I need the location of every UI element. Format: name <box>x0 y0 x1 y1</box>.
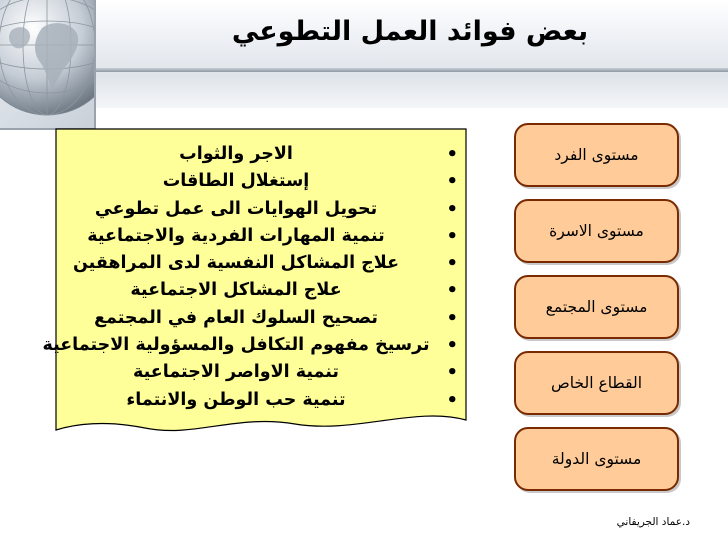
list-item: • إستغلال الطاقات <box>28 168 458 195</box>
header-divider <box>96 68 728 72</box>
list-item: • ترسيخ مفهوم التكافل والمسؤولية الاجتماعية <box>28 332 458 359</box>
author-credit: د.عماد الجريفاني <box>616 516 690 528</box>
level-box-private-sector: القطاع الخاص <box>514 351 679 415</box>
slide-title: بعض فوائد العمل التطوعي <box>231 16 589 47</box>
globe-icon <box>0 0 96 130</box>
level-box-individual: مستوى الفرد <box>514 123 679 187</box>
list-item: • علاج المشاكل النفسية لدى المراهقين <box>28 250 458 277</box>
level-box-state: مستوى الدولة <box>514 427 679 491</box>
list-item: • تحويل الهوايات الى عمل تطوعي <box>28 196 458 223</box>
list-item: • تصحيح السلوك العام في المجتمع <box>28 305 458 332</box>
benefits-list <box>28 141 458 414</box>
list-item: • الاجر والثواب <box>28 141 458 168</box>
level-box-family: مستوى الاسرة <box>514 199 679 263</box>
level-box-community: مستوى المجتمع <box>514 275 679 339</box>
list-item: • علاج المشاكل الاجتماعية <box>28 277 458 304</box>
list-item: • تنمية حب الوطن والانتماء <box>28 387 458 414</box>
levels-column <box>514 123 679 503</box>
list-item: • تنمية المهارات الفردية والاجتماعية <box>28 223 458 250</box>
list-item: • تنمية الاواصر الاجتماعية <box>28 359 458 386</box>
